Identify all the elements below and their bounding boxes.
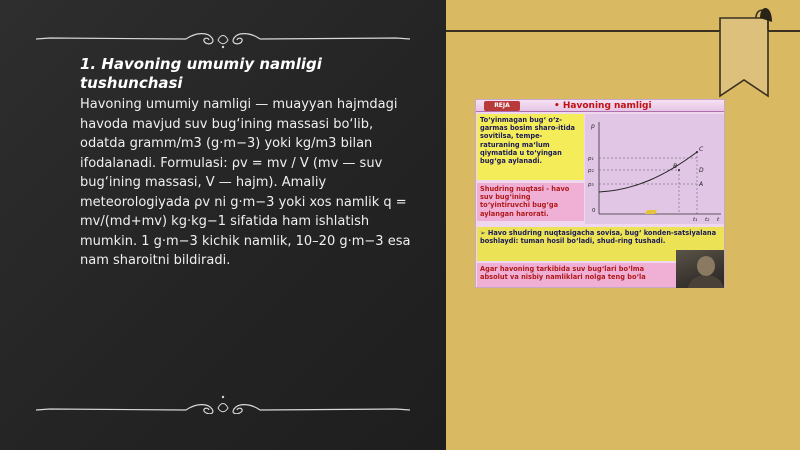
reja-tab: REJA [484,101,520,111]
graph-x-tick-t2: t₂ [705,217,710,223]
graph-y-axis-label: p [591,123,595,130]
presenter-silhouette-icon [676,250,724,288]
vapor-pressure-graph [585,114,725,224]
graph-level-p1: p₁ [588,156,594,162]
saturation-note: To‘yinmagan bug‘ o‘z-garmas bosim sharo-itida sovitilsa, tempe-raturaning ma‘lum qiymatida u to‘yingan bug‘ga aylanadi. [477,114,584,180]
graph-level-p3: p₃ [588,182,594,188]
presenter-webcam-thumbnail [676,250,724,288]
condensation-note: ➢ Havo shudring nuqtasigacha sovisa, bug‘ konden-satsiyalana boshlaydi: tuman hosil bo‘ladi, shud-ring tushadi. [477,227,724,261]
graph-point-b: B [673,163,678,170]
bottom-ornament [36,394,410,414]
graph-x-tick-t1: t₁ [693,217,698,223]
graph-origin: 0 [592,208,596,214]
bookmark-icon [716,0,772,100]
slide-body-text: Havoning umumiy namligi — muayyan hajmdagi havoda mavjud suv bug‘ining massasi bo‘lib, odatda gramm/m3 (g·m−3) yoki kg/m3 bilan ifodalanadi. Formulasi: ρv = mv / V (mv — suv bug‘ining massasi, V — hajm). Amaliy meteorologiyada ρv ni g·m−3 yoki xos namlik q = mv/(md+mv) kg·kg−1 sifatida ham ishlatish mumkin. 1 g·m−3 kichik namlik, 10–20 g·m−3 esa nam sharoitni bildiradi. [80,97,411,268]
graph-point-a: A [699,181,704,188]
graph-level-p2: p₂ [588,168,594,174]
top-ornament [36,30,410,50]
slide-title: 1. Havoning umumiy namligi tushunchasi [80,55,322,92]
dew-point-definition: Shudring nuqtasi - havo suv bug‘ining to‘yintiruvchi bug‘ga aylangan harorati. [477,183,584,221]
absolute-humidity-note: Agar havoning tarkibida suv bug‘lari bo‘lma absolut va nisbiy namliklari nolga teng bo‘la [477,263,677,287]
embedded-slide-title: • Havoning namligi [554,101,652,111]
graph-x-axis-label: t [717,217,720,223]
graph-point-c: C [699,146,704,153]
graph-point-d: D [699,167,704,174]
